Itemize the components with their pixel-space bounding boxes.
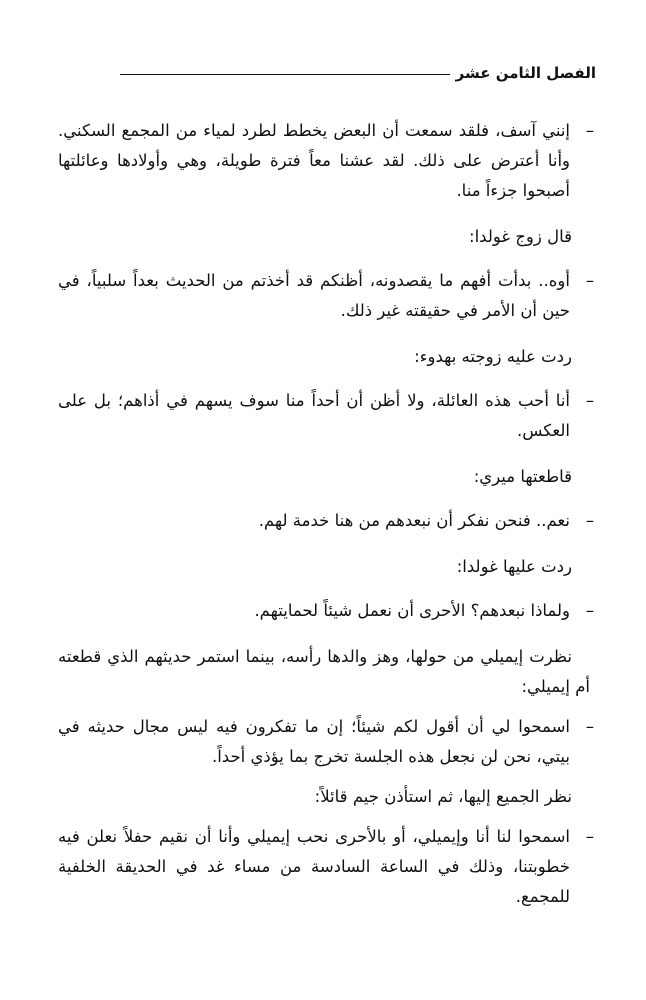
dialogue-paragraph [58,822,594,912]
dialogue-dash: – [585,271,594,290]
narration-line [58,462,590,492]
narration-text: ردت عليه زوجته بهدوء: [414,347,572,366]
narration-paragraph [58,642,590,702]
dialogue-paragraph [58,266,594,326]
dialogue-dash: – [585,827,594,846]
dialogue-paragraph [58,506,594,536]
chapter-title: الفصل الثامن عشر [455,64,596,82]
narration-line [58,342,590,372]
dialogue-dash: – [585,717,594,736]
narration-line [58,552,590,582]
dialogue-text: نعم.. فنحن نفكر أن نبعدهم من هنا خدمة لهم. [258,511,570,530]
dialogue-text: ولماذا نبعدهم؟ الأحرى أن نعمل شيئاً لحمايتهم. [254,601,570,620]
narration-text: قال زوج غولدا: [469,227,572,246]
dialogue-paragraph [58,116,594,206]
dialogue-paragraph [58,386,594,446]
dialogue-text: اسمحوا لنا أنا وإيميلي، أو بالأحرى نحب إيميلي وأنا أن نقيم حفلاً نعلن فيه خطوبتنا، وذلك في الساعة السادسة من مساء غد في الحديقة الخلفية للمجمع. [58,827,570,906]
dialogue-text: اسمحوا لي أن أقول لكم شيئاً؛ إن ما تفكرون فيه ليس مجال حديثه في بيتي، نحن لن نجعل هذه الجلسة تخرج بما يؤذي أحداً. [58,717,570,766]
dialogue-text: أوه.. بدأت أفهم ما يقصدونه، أظنكم قد أخذتم من الحديث بعداً سلبياً، في حين أن الأمر في حقيقته غير ذلك. [58,271,570,320]
dialogue-text: أنا أحب هذه العائلة، ولا أظن أن أحداً منا سوف يسهم في أذاهم؛ بل على العكس. [58,391,570,440]
narration-text: نظرت إيميلي من حولها، وهز والدها رأسه، بينما استمر حديثهم الذي قطعته أم إيميلي: [58,647,590,696]
header-rule [120,74,450,75]
dialogue-dash: – [585,121,594,140]
dialogue-paragraph [58,596,594,626]
narration-text: ردت عليها غولدا: [456,557,572,576]
narration-text: قاطعتها ميري: [473,467,572,486]
dialogue-paragraph [58,712,594,772]
page-body [58,116,594,912]
narration-line [58,782,590,812]
dialogue-text: إنني آسف، فلقد سمعت أن البعض يخطط لطرد لمياء من المجمع السكني. وأنا أعترض على ذلك. لقد عشنا معاً فترة طويلة، وهي وأولادها وعائلتها أصبحوا جزءاً منا. [58,121,570,200]
dialogue-dash: – [585,511,594,530]
dialogue-dash: – [585,601,594,620]
narration-line [58,222,590,252]
running-header [120,60,596,86]
dialogue-dash: – [585,391,594,410]
narration-text: نظر الجميع إليها، ثم استأذن جيم قائلاً: [314,787,572,806]
